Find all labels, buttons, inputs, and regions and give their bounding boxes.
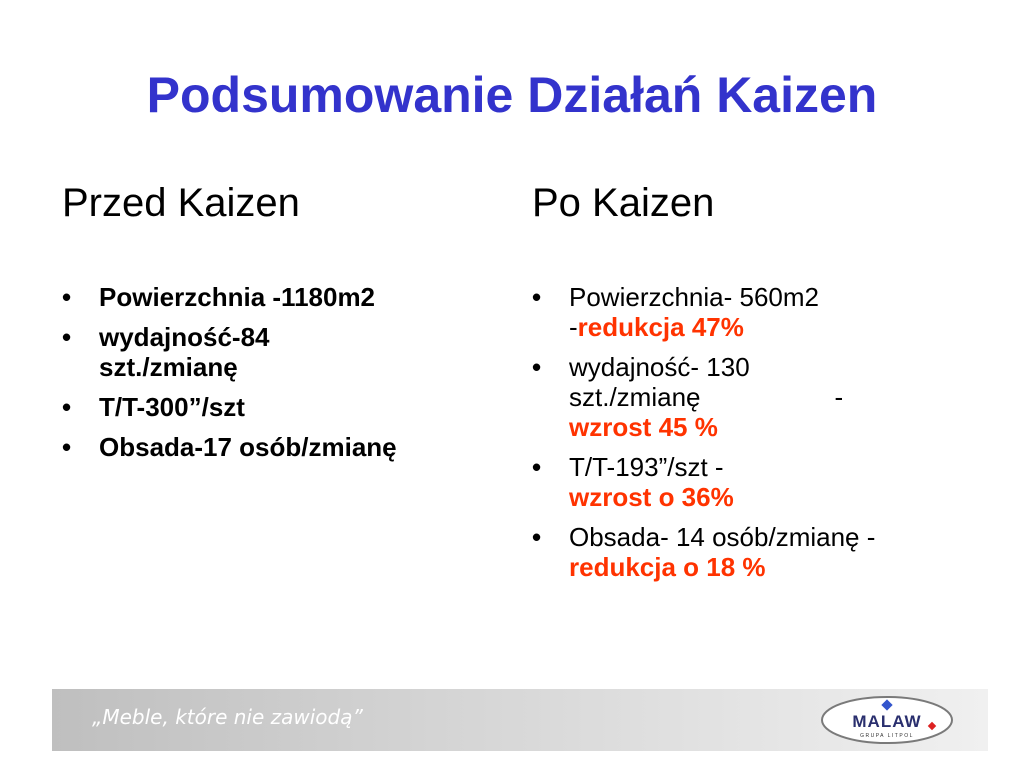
bullet-icon: • bbox=[532, 282, 542, 312]
list-item bbox=[532, 352, 962, 442]
footer-slogan: „Meble, które nie zawiodą” bbox=[92, 705, 363, 729]
footer-bar bbox=[52, 689, 988, 751]
after-list bbox=[532, 282, 962, 582]
before-column bbox=[62, 178, 502, 472]
bullet-icon: • bbox=[532, 352, 542, 382]
highlight-text: wzrost 45 % bbox=[569, 412, 718, 442]
before-list bbox=[62, 282, 502, 462]
list-item bbox=[532, 452, 962, 512]
logo-icon bbox=[820, 695, 954, 745]
list-item-text: T/T-300”/szt bbox=[99, 392, 245, 422]
list-item-text: Obsada-17 osób/zmianę bbox=[99, 432, 397, 462]
bullet-icon: • bbox=[62, 432, 72, 462]
list-item bbox=[62, 432, 502, 462]
list-item-text: Obsada- 14 osób/zmianę - bbox=[569, 522, 876, 552]
list-item-text-line2: szt./zmianę bbox=[569, 382, 701, 412]
list-item bbox=[532, 522, 962, 582]
after-column bbox=[532, 178, 962, 592]
logo-subtext: GRUPA LITPOL bbox=[860, 733, 914, 739]
list-item-text: Powierzchnia -1180m2 bbox=[99, 282, 376, 312]
bullet-icon: • bbox=[62, 322, 72, 352]
highlight-text: redukcja o 18 % bbox=[569, 552, 766, 582]
bullet-icon: • bbox=[532, 522, 542, 552]
list-item-text: T/T-193”/szt - bbox=[569, 452, 724, 482]
list-item-text: wydajność- 130 bbox=[569, 352, 750, 382]
list-item bbox=[62, 322, 502, 382]
list-item bbox=[62, 282, 502, 312]
bullet-icon: • bbox=[62, 282, 72, 312]
bullet-icon: • bbox=[532, 452, 542, 482]
highlight-text: redukcja 47% bbox=[577, 312, 744, 342]
highlight-text: wzrost o 36% bbox=[569, 482, 734, 512]
list-item bbox=[62, 392, 502, 422]
list-item-text: Powierzchnia- 560m2 bbox=[569, 282, 820, 312]
logo-wordmark: MALAW bbox=[852, 712, 922, 731]
before-heading: Przed Kaizen bbox=[62, 181, 300, 225]
company-logo bbox=[820, 695, 954, 745]
list-item-dash: - bbox=[569, 312, 578, 342]
bullet-icon: • bbox=[62, 392, 72, 422]
after-heading: Po Kaizen bbox=[532, 181, 715, 225]
list-item bbox=[532, 282, 962, 342]
slide-title: Podsumowanie Działań Kaizen bbox=[146, 67, 878, 123]
list-item-dash: - bbox=[834, 382, 844, 412]
list-item-text: wydajność-84 szt./zmianę bbox=[99, 322, 270, 382]
